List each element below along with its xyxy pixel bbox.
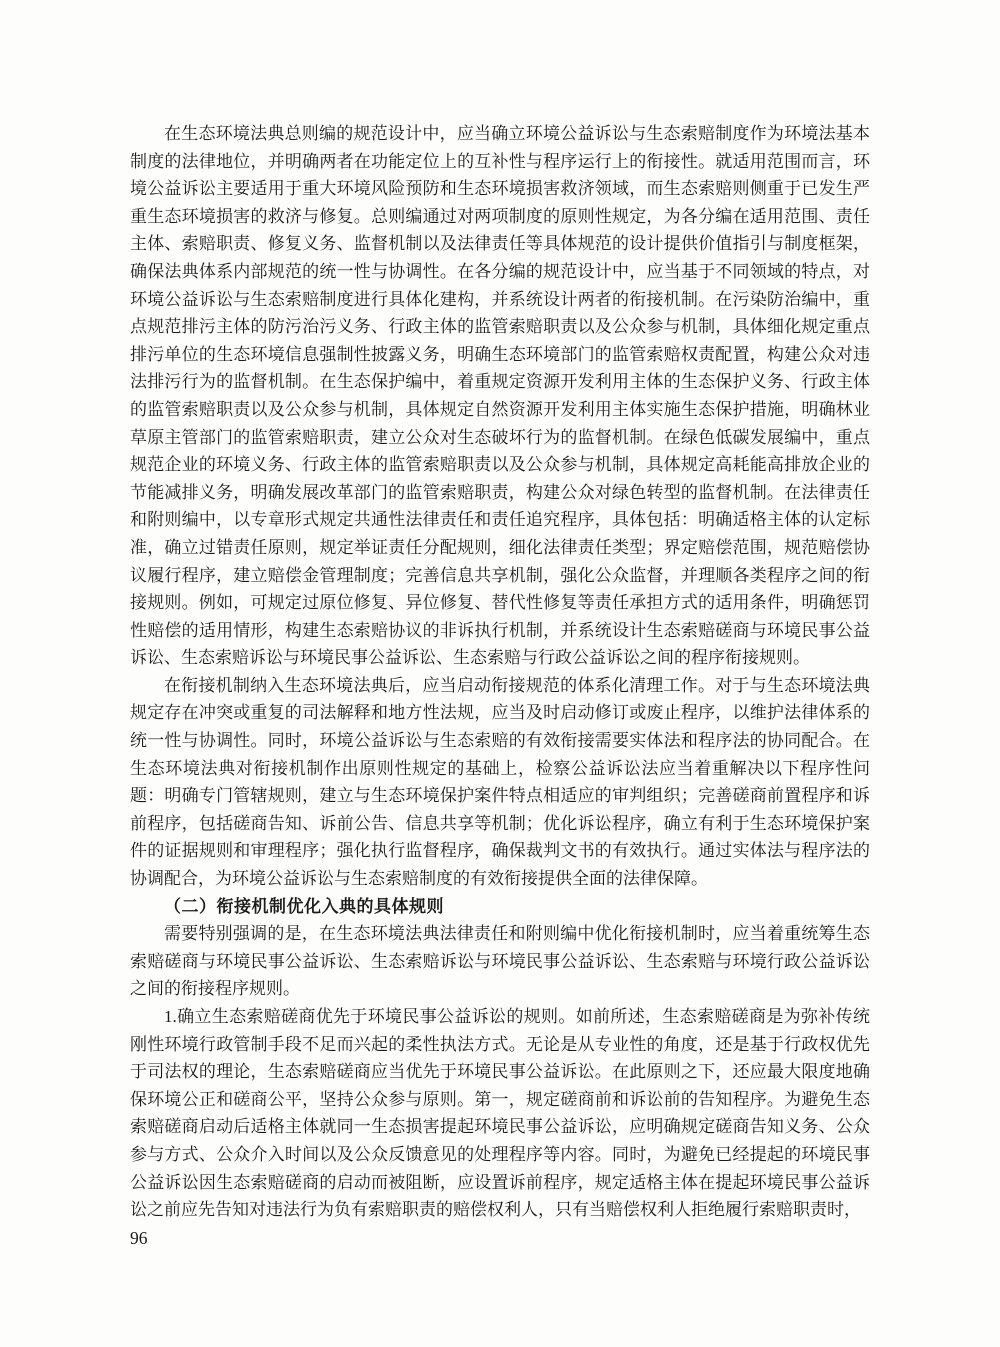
body-paragraph-3: 需要特别强调的是，在生态环境法典法律责任和附则编中优化衔接机制时，应当着重统筹生态索赔磋商与环境民事公益诉讼、生态索赔诉讼与环境民事公益诉讼、生态索赔与环境行政公益诉讼之间的衔接程序规则。 <box>130 924 870 999</box>
page-number: 96 <box>130 1228 148 1248</box>
body-paragraph-4: 1.确立生态索赔磋商优先于环境民事公益诉讼的规则。如前所述，生态索赔磋商是为弥补传统刚性环境行政管制手段不足而兴起的柔性执法方式。无论是从专业性的角度，还是基于行政权优先于司法权的理论，生态索赔磋商应当优先于环境民事公益诉讼。在此原则之下，还应最大限度地确保环境公正和磋商公平，坚持公众参与原则。第一，规定磋商前和诉讼前的告知程序。为避免生态索赔磋商启动后适格主体就同一生态损害提起环境民事公益诉讼，应明确规定磋商告知义务、公众参与方式、公众介入时间以及公众反馈意见的处理程序等内容。同时，为避免已经提起的环境民事公益诉讼因生态索赔磋商的启动而被阻断，应设置诉前程序，规定适格主体在提起环境民事公益诉讼之前应先告知对违法行为负有索赔职责的赔偿权利人，只有当赔偿权利人拒绝履行索赔职责时， <box>130 1007 870 1220</box>
section-heading: （二）衔接机制优化入典的具体规则 <box>164 896 444 916</box>
article-body-text <box>130 120 870 1224</box>
body-paragraph-2: 在衔接机制纳入生态环境法典后，应当启动衔接规范的体系化清理工作。对于与生态环境法典规定存在冲突或重复的司法解释和地方性法规，应当及时启动修订或废止程序，以维护法律体系的统一性与协调性。同时，环境公益诉讼与生态索赔的有效衔接需要实体法和程序法的协同配合。在生态环境法典对衔接机制作出原则性规定的基础上，检察公益诉讼法应当着重解决以下程序性问题：明确专门管辖规则，建立与生态环境保护案件特点相适应的审判组织；完善磋商前置程序和诉前程序，包括磋商告知、诉前公告、信息共享等机制；优化诉讼程序，确立有利于生态环境保护案件的证据规则和审理程序；强化执行监督程序，确保裁判文书的有效执行。通过实体法与程序法的协调配合，为环境公益诉讼与生态索赔制度的有效衔接提供全面的法律保障。 <box>130 675 870 889</box>
body-paragraph-1: 在生态环境法典总则编的规范设计中，应当确立环境公益诉讼与生态索赔制度作为环境法基本制度的法律地位，并明确两者在功能定位上的互补性与程序运行上的衔接性。就适用范围而言，环境公益诉讼主要适用于重大环境风险预防和生态环境损害救济领域，而生态索赔则侧重于已发生严重生态环境损害的救济与修复。总则编通过对两项制度的原则性规定，为各分编在适用范围、责任主体、索赔职责、修复义务、监督机制以及法律责任等具体规范的设计提供价值指引与制度框架，确保法典体系内部规范的统一性与协调性。在各分编的规范设计中，应当基于不同领域的特点，对环境公益诉讼与生态索赔制度进行具体化建构，并系统设计两者的衔接机制。在污染防治编中，重点规范排污主体的防污治污义务、行政主体的监管索赔职责以及公众参与机制，具体细化规定重点排污单位的生态环境信息强制性披露义务，明确生态环境部门的监管索赔权责配置，构建公众对违法排污行为的监督机制。在生态保护编中，着重规定资源开发利用主体的生态保护义务、行政主体的监管索赔职责以及公众参与机制，具体规定自然资源开发利用主体实施生态保护措施，明确林业草原主管部门的监管索赔职责，建立公众对生态破坏行为的监督机制。在绿色低碳发展编中，重点规范企业的环境义务、行政主体的监管索赔职责以及公众参与机制，具体规定高耗能高排放企业的节能减排义务，明确发展改革部门的监管索赔职责，构建公众对绿色转型的监督机制。在法律责任和附则编中，以专章形式规定共通性法律责任和责任追究程序，具体包括：明确适格主体的认定标准，确立过错责任原则，规定举证责任分配规则，细化法律责任类型；界定赔偿范围，规范赔偿协议履行程序，建立赔偿金管理制度；完善信息共享机制，强化公众监督，并理顺各类程序之间的衔接规则。例如，可规定过原位修复、异位修复、替代性修复等责任承担方式的适用条件，明确惩罚性赔偿的适用情形，构建生态索赔协议的非诉执行机制，并系统设计生态索赔磋商与环境民事公益诉讼、生态索赔诉讼与环境民事公益诉讼、生态索赔与行政公益诉讼之间的程序衔接规则。 <box>130 124 870 668</box>
